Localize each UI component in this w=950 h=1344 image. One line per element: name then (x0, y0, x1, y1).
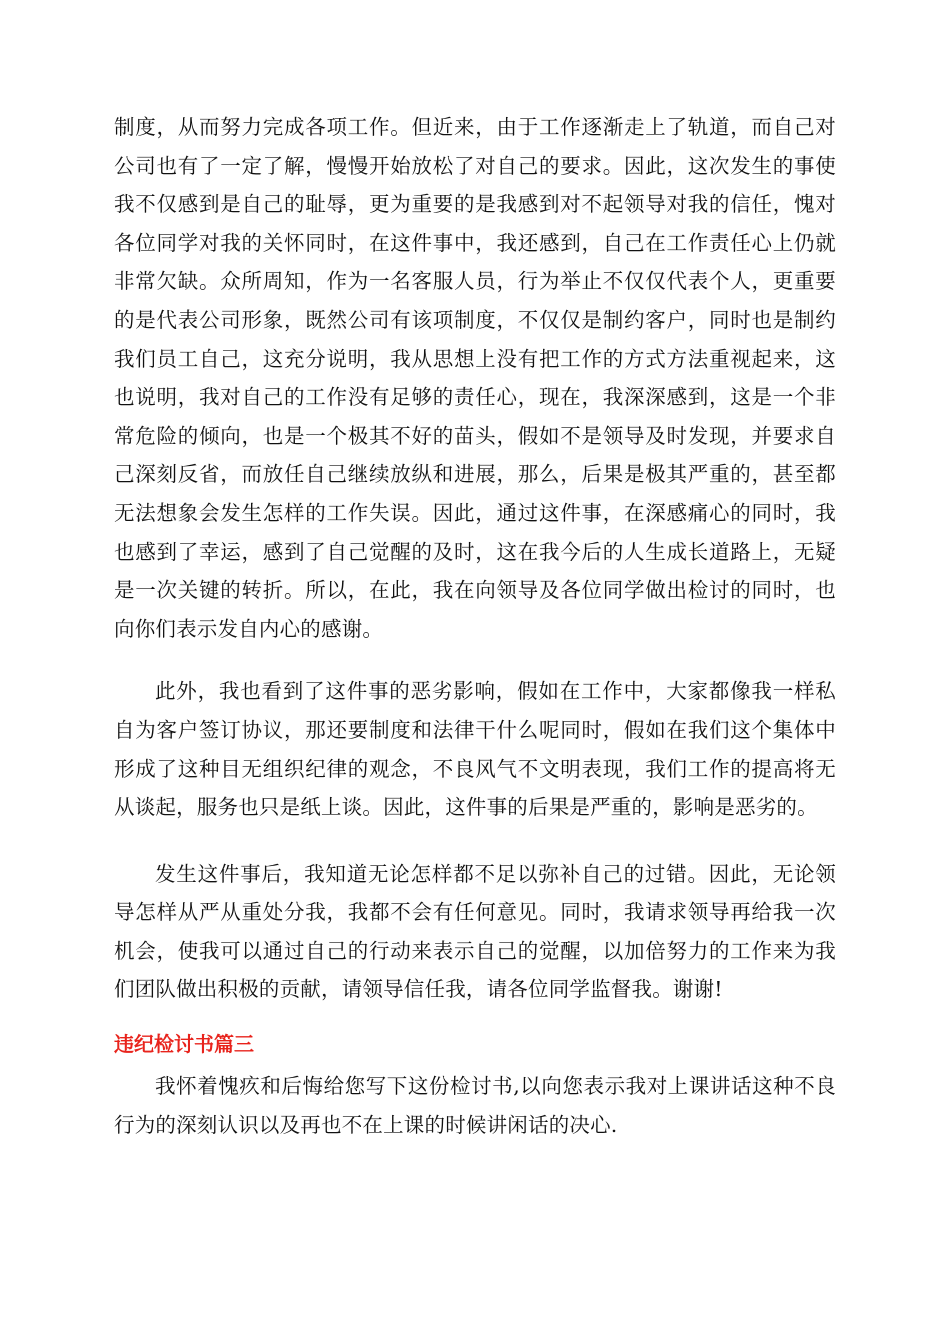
section-title: 违纪检讨书篇三 (114, 1032, 254, 1057)
body-paragraph-2: 此外，我也看到了这件事的恶劣影响，假如在工作中，大家都像我一样私自为客户签订协议，那还要制度和法律干什么呢同时，假如在我们这个集体中形成了这种目无组织纪律的观念，不良风气不文明表现，我们工作的提高将无从谈起，服务也只是纸上谈。因此，这件事的后果是严重的，影响是恶劣的。 (114, 679, 836, 820)
body-paragraph-3: 发生这件事后，我知道无论怎样都不足以弥补自己的过错。因此，无论领导怎样从严从重处分我，我都不会有任何意见。同时，我请求领导再给我一次机会，使我可以通过自己的行动来表示自己的觉醒，以加倍努力的工作来为我们团队做出积极的贡献，请领导信任我，请各位同学监督我。谢谢! (114, 861, 836, 1002)
section-paragraph: 我怀着愧疚和后悔给您写下这份检讨书,以向您表示我对上课讲话这种不良行为的深刻认识以及再也不在上课的时候讲闲话的决心. (114, 1074, 836, 1137)
body-paragraph-1: 制度，从而努力完成各项工作。但近来，由于工作逐渐走上了轨道，而自己对公司也有了一定了解，慢慢开始放松了对自己的要求。因此，这次发生的事使我不仅感到是自己的耻辱，更为重要的是我感到对不起领导对我的信任，愧对各位同学对我的关怀同时，在这件事中，我还感到，自己在工作责任心上仍就非常欠缺。众所周知，作为一名客服人员，行为举止不仅仅代表个人，更重要的是代表公司形象，既然公司有该项制度，不仅仅是制约客户，同时也是制约我们员工自己，这充分说明，我从思想上没有把工作的方式方法重视起来，这也说明，我对自己的工作没有足够的责任心，现在，我深深感到，这是一个非常危险的倾向，也是一个极其不好的苗头，假如不是领导及时发现，并要求自己深刻反省，而放任自己继续放纵和进展，那么，后果是极其严重的，甚至都无法想象会发生怎样的工作失误。因此，通过这件事，在深感痛心的同时，我也感到了幸运，感到了自己觉醒的及时，这在我今后的人生成长道路上，无疑是一次关键的转折。所以，在此，我在向领导及各位同学做出检讨的同时，也向你们表示发自内心的感谢。 (114, 115, 836, 641)
document-page (114, 108, 836, 1144)
